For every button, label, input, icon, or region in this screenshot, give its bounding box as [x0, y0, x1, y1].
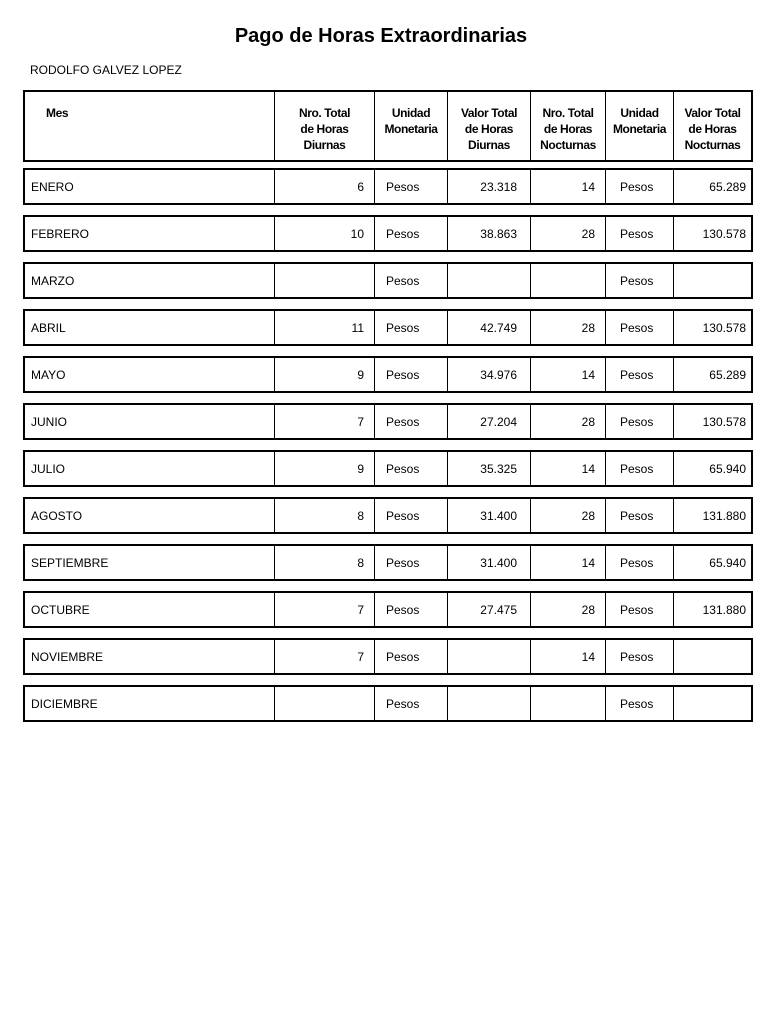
- cell-nro-diurnas: 11: [274, 311, 374, 344]
- cell-nro-diurnas: 7: [274, 593, 374, 626]
- cell-valor-nocturnas: 130.578: [673, 311, 751, 344]
- cell-valor-diurnas: 31.400: [447, 499, 530, 532]
- cell-nro-diurnas: 10: [274, 217, 374, 250]
- cell-nro-diurnas: 9: [274, 452, 374, 485]
- table-row: [23, 685, 753, 722]
- table-header: [23, 90, 753, 162]
- cell-valor-diurnas: 31.400: [447, 546, 530, 579]
- cell-valor-diurnas: 27.475: [447, 593, 530, 626]
- cell-nro-diurnas: 9: [274, 358, 374, 391]
- cell-nro-diurnas: 8: [274, 546, 374, 579]
- cell-unidad-nocturnas: Pesos: [605, 687, 673, 720]
- cell-nro-diurnas: [274, 687, 374, 720]
- header-mes: Mes: [46, 106, 69, 120]
- table-row: [23, 309, 753, 346]
- cell-valor-diurnas: [447, 264, 530, 297]
- cell-unidad-diurnas: Pesos: [374, 499, 447, 532]
- cell-valor-nocturnas: 130.578: [673, 217, 751, 250]
- table-row: [23, 497, 753, 534]
- cell-unidad-diurnas: Pesos: [374, 546, 447, 579]
- cell-unidad-diurnas: Pesos: [374, 687, 447, 720]
- cell-unidad-diurnas: Pesos: [374, 593, 447, 626]
- cell-valor-diurnas: [447, 640, 530, 673]
- cell-unidad-nocturnas: Pesos: [605, 170, 673, 203]
- cell-unidad-nocturnas: Pesos: [605, 593, 673, 626]
- cell-nro-nocturnas: 28: [530, 499, 605, 532]
- cell-nro-nocturnas: 14: [530, 358, 605, 391]
- cell-valor-nocturnas: 65.289: [673, 170, 751, 203]
- cell-unidad-diurnas: Pesos: [374, 170, 447, 203]
- cell-nro-nocturnas: 14: [530, 546, 605, 579]
- cell-mes: OCTUBRE: [31, 602, 90, 617]
- employee-name: RODOLFO GALVEZ LOPEZ: [30, 63, 182, 77]
- cell-mes: NOVIEMBRE: [31, 649, 104, 664]
- cell-unidad-nocturnas: Pesos: [605, 264, 673, 297]
- cell-mes: ENERO: [31, 179, 74, 194]
- cell-valor-nocturnas: 130.578: [673, 405, 751, 438]
- cell-valor-diurnas: [447, 687, 530, 720]
- cell-unidad-nocturnas: Pesos: [605, 405, 673, 438]
- cell-nro-nocturnas: 14: [530, 640, 605, 673]
- table-row: [23, 450, 753, 487]
- table-row: [23, 638, 753, 675]
- cell-nro-diurnas: 8: [274, 499, 374, 532]
- cell-valor-nocturnas: 65.940: [673, 452, 751, 485]
- table-row: [23, 403, 753, 440]
- cell-valor-nocturnas: 65.289: [673, 358, 751, 391]
- cell-nro-nocturnas: 28: [530, 217, 605, 250]
- cell-unidad-diurnas: Pesos: [374, 311, 447, 344]
- cell-valor-nocturnas: 131.880: [673, 499, 751, 532]
- cell-mes: JUNIO: [31, 414, 67, 429]
- cell-nro-diurnas: 7: [274, 640, 374, 673]
- table-row: [23, 356, 753, 393]
- table-row: [23, 168, 753, 205]
- cell-unidad-nocturnas: Pesos: [605, 499, 673, 532]
- header-nro-nocturnas: Nro. Total de Horas Nocturnas: [530, 92, 605, 160]
- cell-mes: DICIEMBRE: [31, 696, 98, 711]
- cell-unidad-diurnas: Pesos: [374, 405, 447, 438]
- cell-valor-diurnas: 23.318: [447, 170, 530, 203]
- cell-unidad-diurnas: Pesos: [374, 217, 447, 250]
- cell-nro-diurnas: [274, 264, 374, 297]
- cell-unidad-nocturnas: Pesos: [605, 358, 673, 391]
- cell-unidad-diurnas: Pesos: [374, 358, 447, 391]
- table-row: [23, 544, 753, 581]
- cell-nro-nocturnas: 28: [530, 593, 605, 626]
- table-row: [23, 262, 753, 299]
- document-title: Pago de Horas Extraordinarias: [234, 25, 528, 47]
- header-valor-diurnas: Valor Total de Horas Diurnas: [447, 92, 530, 160]
- cell-mes: ABRIL: [31, 320, 66, 335]
- header-unidad-diurnas: Unidad Monetaria: [374, 92, 447, 160]
- cell-valor-nocturnas: [673, 687, 751, 720]
- cell-valor-nocturnas: 131.880: [673, 593, 751, 626]
- cell-mes: SEPTIEMBRE: [31, 555, 109, 570]
- cell-mes: JULIO: [31, 461, 66, 476]
- cell-valor-nocturnas: 65.940: [673, 546, 751, 579]
- cell-unidad-nocturnas: Pesos: [605, 217, 673, 250]
- header-unidad-nocturnas: Unidad Monetaria: [605, 92, 673, 160]
- cell-unidad-diurnas: Pesos: [374, 640, 447, 673]
- cell-nro-nocturnas: 14: [530, 452, 605, 485]
- cell-unidad-diurnas: Pesos: [374, 452, 447, 485]
- cell-valor-diurnas: 27.204: [447, 405, 530, 438]
- cell-valor-nocturnas: [673, 640, 751, 673]
- cell-mes: MARZO: [31, 273, 75, 288]
- cell-unidad-nocturnas: Pesos: [605, 311, 673, 344]
- table-row: [23, 591, 753, 628]
- cell-unidad-nocturnas: Pesos: [605, 452, 673, 485]
- cell-valor-diurnas: 42.749: [447, 311, 530, 344]
- cell-valor-diurnas: 35.325: [447, 452, 530, 485]
- cell-mes: FEBRERO: [31, 226, 90, 241]
- cell-unidad-nocturnas: Pesos: [605, 640, 673, 673]
- cell-mes: AGOSTO: [31, 508, 83, 523]
- header-nro-diurnas: Nro. Total de Horas Diurnas: [274, 92, 374, 160]
- cell-nro-nocturnas: 28: [530, 311, 605, 344]
- table-row: [23, 215, 753, 252]
- header-valor-nocturnas: Valor Total de Horas Nocturnas: [673, 92, 751, 160]
- cell-valor-nocturnas: [673, 264, 751, 297]
- cell-nro-nocturnas: 14: [530, 170, 605, 203]
- cell-nro-nocturnas: [530, 264, 605, 297]
- cell-valor-diurnas: 38.863: [447, 217, 530, 250]
- cell-mes: MAYO: [31, 367, 66, 382]
- cell-unidad-nocturnas: Pesos: [605, 546, 673, 579]
- cell-nro-diurnas: 7: [274, 405, 374, 438]
- cell-nro-diurnas: 6: [274, 170, 374, 203]
- cell-nro-nocturnas: 28: [530, 405, 605, 438]
- cell-nro-nocturnas: [530, 687, 605, 720]
- cell-unidad-diurnas: Pesos: [374, 264, 447, 297]
- cell-valor-diurnas: 34.976: [447, 358, 530, 391]
